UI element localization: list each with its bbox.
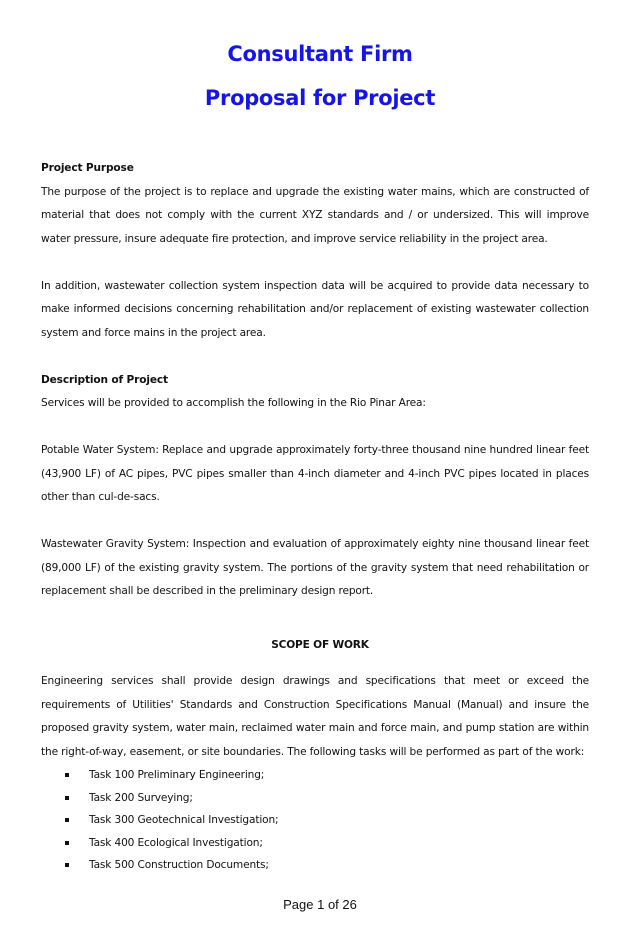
section-heading: Project Purpose <box>41 162 134 174</box>
list-item <box>41 787 589 810</box>
wastewater-paragraph: Wastewater Gravity System: Inspection and evaluation of approximately eighty nine thousand linear feet (89,000 LF) of the existing gravity system. The portions of the gravity system that need rehabilitation or replacement shall be described in the preliminary design report. <box>41 538 589 597</box>
section-heading: Description of Project <box>41 373 168 386</box>
scope-paragraph: Engineering services shall provide design drawings and specifications that meet or exceed the requirements of Utilities' Standards and Construction Specifications Manual (Manual) and insure the proposed gravity system, water main, reclaimed water main and force main, and pump station are within the right-of-way, easement, or site boundaries. The following tasks will be performed as part of the work: <box>41 675 589 758</box>
bullet-icon <box>65 841 69 845</box>
page-number: Page 1 of 26 <box>283 896 357 912</box>
document-title: Consultant Firm <box>227 42 413 66</box>
bullet-icon <box>65 773 69 777</box>
list-item <box>41 764 589 787</box>
document-subtitle: Proposal for Project <box>204 86 436 110</box>
task-label: Task 400 Ecological Investigation; <box>89 836 263 849</box>
document-body <box>41 157 589 877</box>
task-label: Task 200 Surveying; <box>89 791 193 804</box>
scope-heading: SCOPE OF WORK <box>271 638 369 651</box>
list-item <box>41 809 589 832</box>
list-item <box>41 854 589 877</box>
bullet-icon <box>65 796 69 800</box>
task-label: Task 300 Geotechnical Investigation; <box>89 814 279 826</box>
purpose-paragraph-2: In addition, wastewater collection system inspection data will be acquired to provide data necessary to make informed decisions concerning rehabilitation and/or replacement of existing wastewater collection system and force mains in the project area. <box>41 279 589 339</box>
purpose-paragraph: The purpose of the project is to replace and upgrade the existing water mains, which are constructed of material that does not comply with the current XYZ standards and / or undersized. This will improve water pressure, insure adequate fire protection, and improve service reliability in the project area. <box>41 185 589 245</box>
task-label: Task 500 Construction Documents; <box>89 859 269 871</box>
task-label: Task 100 Preliminary Engineering; <box>89 769 265 781</box>
list-item <box>41 832 589 855</box>
task-list <box>41 764 589 877</box>
bullet-icon <box>65 863 69 867</box>
potable-water-paragraph: Potable Water System: Replace and upgrade approximately forty-three thousand nine hundred linear feet (43,900 LF) of AC pipes, PVC pipes smaller than 4-inch diameter and 4-inch PVC pipes located in places other than cul-de-sacs. <box>41 444 589 503</box>
description-intro: Services will be provided to accomplish the following in the Rio Pinar Area: <box>41 397 426 409</box>
bullet-icon <box>65 818 69 822</box>
